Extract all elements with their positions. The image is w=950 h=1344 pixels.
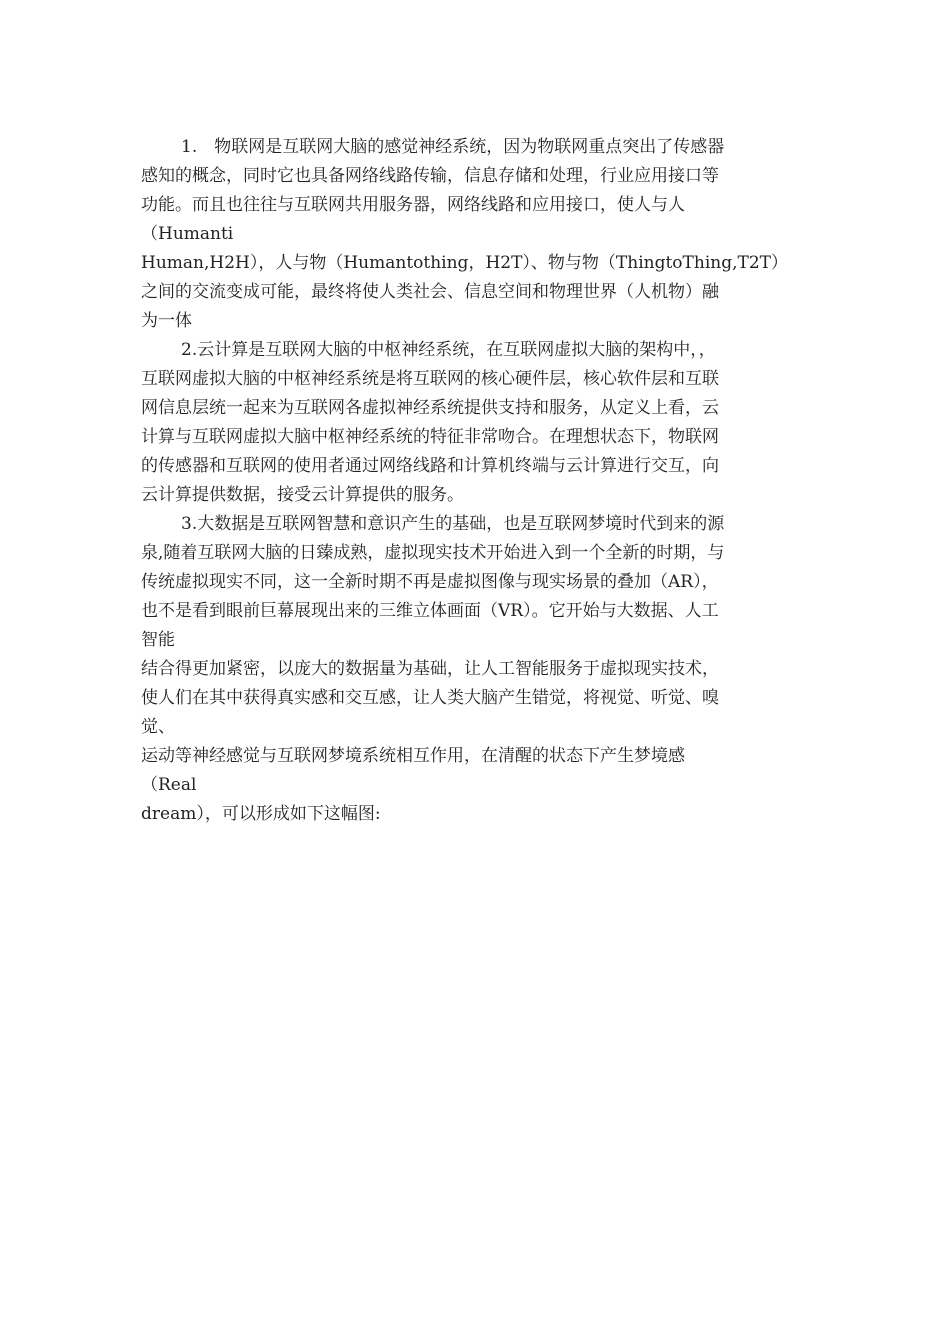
text-line: 3.大数据是互联网智慧和意识产生的基础，也是互联网梦境时代到来的源 — [181, 514, 725, 534]
document-body — [141, 133, 811, 829]
text-line: 也不是看到眼前巨幕展现出来的三维立体画面（VR）。它开始与大数据、人工 — [141, 601, 719, 621]
text-line: 互联网虚拟大脑的中枢神经系统是将互联网的核心硬件层，核心软件层和互联 — [141, 369, 719, 389]
text-line: 2.云计算是互联网大脑的中枢神经系统，在互联网虚拟大脑的架构中，， — [181, 340, 716, 360]
text-line: 功能。而且也往往与互联网共用服务器，网络线路和应用接口，使人与人 — [141, 195, 685, 215]
text-line: 使人们在其中获得真实感和交互感，让人类大脑产生错觉，将视觉、听觉、嗅 — [141, 688, 719, 708]
text-line: 云计算提供数据，接受云计算提供的服务。 — [141, 485, 464, 505]
text-line: 计算与互联网虚拟大脑中枢神经系统的特征非常吻合。在理想状态下，物联网 — [141, 427, 719, 447]
text-line: 的传感器和互联网的使用者通过网络线路和计算机终端与云计算进行交互，向 — [141, 456, 719, 476]
text-line: 觉、 — [141, 717, 175, 737]
text-line: 感知的概念，同时它也具备网络线路传输，信息存储和处理，行业应用接口等 — [141, 166, 719, 186]
text-line: dream），可以形成如下这幅图: — [141, 804, 381, 824]
text-line: 传统虚拟现实不同，这一全新时期不再是虚拟图像与现实场景的叠加（AR）， — [141, 572, 719, 592]
text-line: 网信息层统一起来为互联网各虚拟神经系统提供支持和服务，从定义上看，云 — [141, 398, 719, 418]
text-line: （Humanti — [141, 224, 234, 244]
text-line: （Real — [141, 775, 197, 795]
text-line: 智能 — [141, 630, 175, 650]
text-line: Human,H2H），人与物（Humantothing，H2T）、物与物（ThingtoThing,T2T） — [141, 253, 788, 273]
text-line: 1. 物联网是互联网大脑的感觉神经系统，因为物联网重点突出了传感器 — [181, 137, 725, 157]
text-line: 结合得更加紧密，以庞大的数据量为基础，让人工智能服务于虚拟现实技术， — [141, 659, 719, 679]
text-line: 为一体 — [141, 311, 192, 331]
text-line: 运动等神经感觉与互联网梦境系统相互作用，在清醒的状态下产生梦境感 — [141, 746, 685, 766]
text-line: 之间的交流变成可能，最终将使人类社会、信息空间和物理世界（人机物）融 — [141, 282, 719, 302]
text-line: 泉,随着互联网大脑的日臻成熟，虚拟现实技术开始进入到一个全新的时期，与 — [141, 543, 725, 563]
